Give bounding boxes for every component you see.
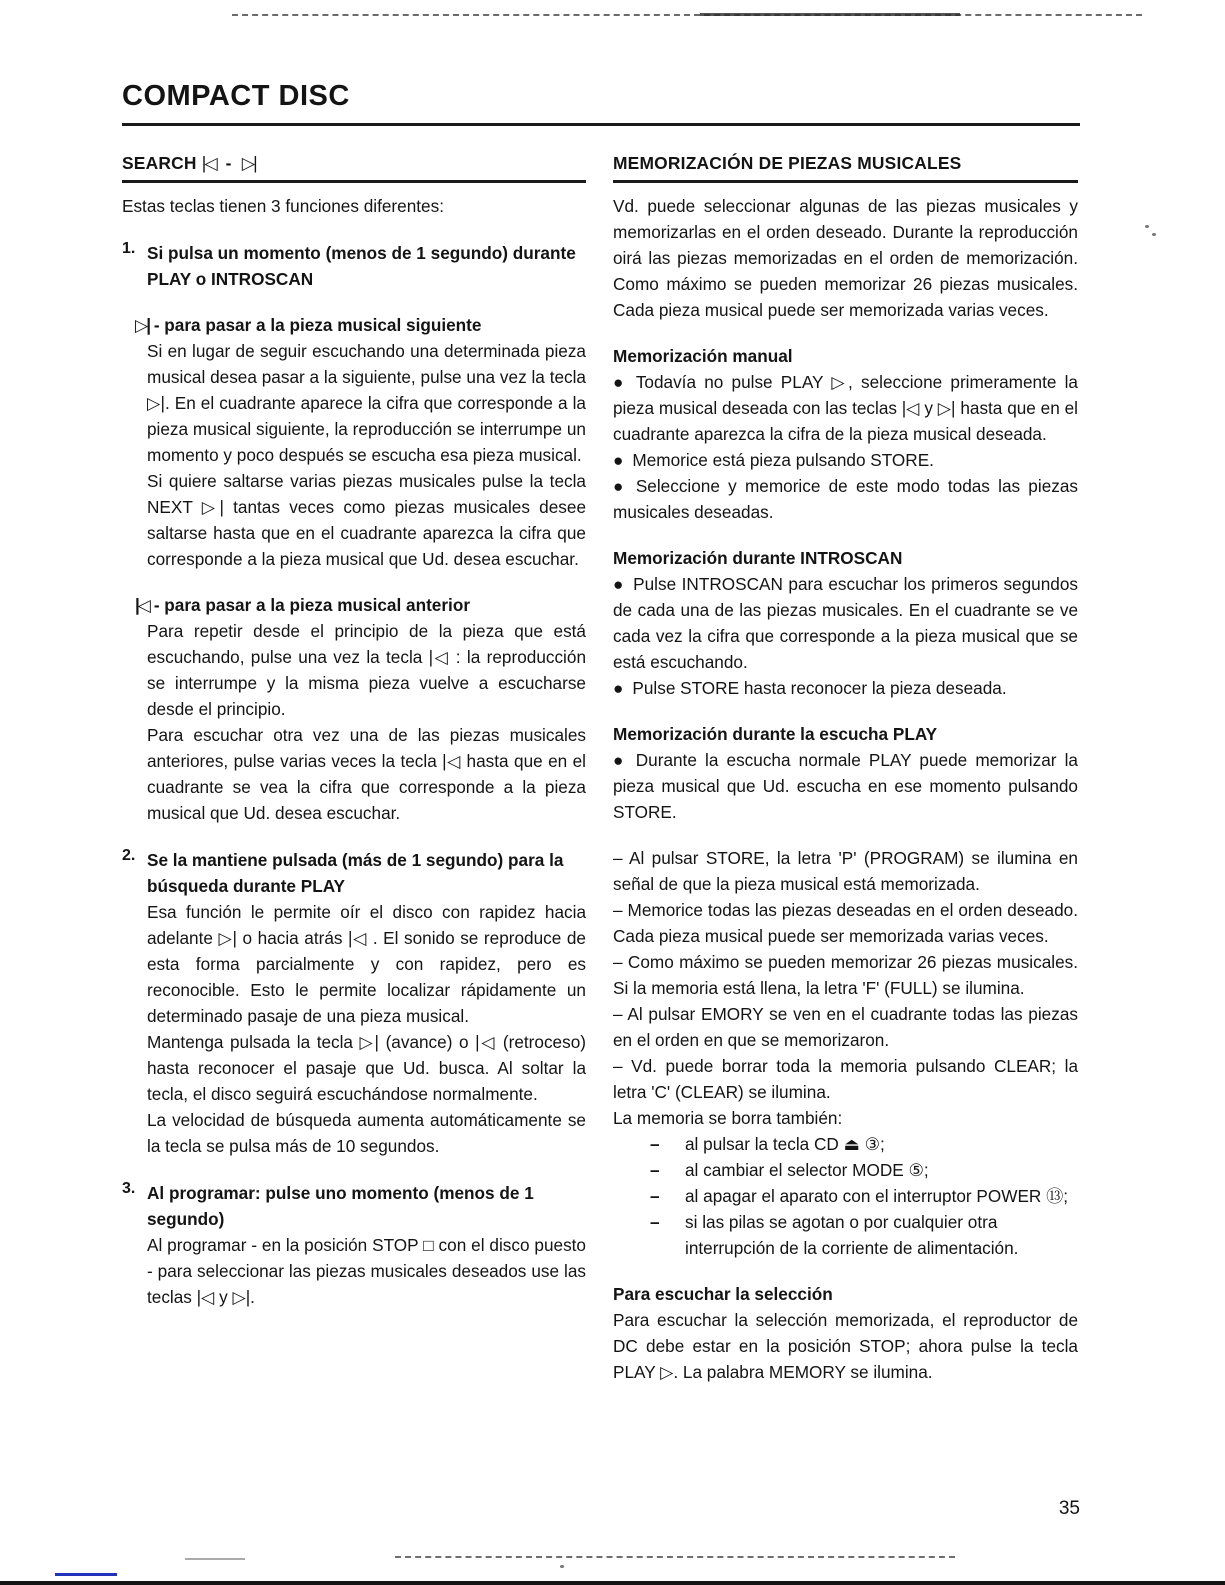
item-2-body xyxy=(147,899,586,1159)
search-intro-paragraph: Estas teclas tienen 3 funciones diferentes: xyxy=(122,196,444,216)
numbered-item-2 xyxy=(122,847,586,1159)
sub-heading-prev-text: - para pasar a la pieza musical anterior xyxy=(153,595,471,615)
next-track-icon: ▷| xyxy=(135,315,150,335)
memory-clear-item xyxy=(650,1157,1078,1183)
bullet-paragraph xyxy=(613,369,1078,447)
dash-icon: – xyxy=(650,1160,660,1180)
memory-clear-text: al pulsar la tecla CD ⏏ ③; xyxy=(685,1134,885,1154)
dash-icon: – xyxy=(650,1212,660,1232)
notes-block xyxy=(613,845,1078,1261)
bullet-text: Pulse INTROSCAN para escuchar los primeros segundos de cada una de las piezas musicales. En el cuadrante se ve cada vez la cifra que corresponde a la pieza musical que se está escuchando. xyxy=(613,574,1078,672)
item-1-heading-text: Si pulsa un momento (menos de 1 segundo) durante PLAY o INTROSCAN xyxy=(147,243,576,289)
block-memorizacion-play xyxy=(613,721,1078,825)
paragraph: Para escuchar otra vez una de las piezas musicales anteriores, pulse varias veces la tecla |◁ hasta que en el cuadrante se vea la cifra que corresponde a la pieza musical que Ud. desea escuchar. xyxy=(147,725,586,823)
item-2-number: 2. xyxy=(122,847,136,864)
dash-icon: – xyxy=(650,1186,660,1206)
section-heading-memorizacion xyxy=(613,153,1078,183)
paragraph: Para escuchar la selección memorizada, el reproductor de DC debe estar en la posición STOP; ahora pulse la tecla PLAY ▷. La palabra MEMORY se ilumina. xyxy=(613,1310,1078,1382)
numbered-item-3 xyxy=(122,1180,586,1310)
bullet-paragraph xyxy=(613,447,1078,473)
sub-block-next-track xyxy=(135,312,586,572)
item-1-number: 1. xyxy=(122,240,136,257)
block-heading: Para escuchar la selección xyxy=(613,1284,833,1304)
hyphen-separator: - xyxy=(225,153,232,173)
paragraph: Al programar - en la posición STOP □ con el disco puesto - para seleccionar las piezas musicales deseados use las teclas |◁ y ▷|. xyxy=(147,1235,586,1307)
page-number: 35 xyxy=(1058,1498,1080,1519)
note-paragraph: – Como máximo se pueden memorizar 26 piezas musicales. Si la memoria está llena, la letra 'F' (FULL) se ilumina. xyxy=(613,952,1078,998)
bullet-icon: ● xyxy=(613,476,627,496)
scan-artifact-top-segment xyxy=(700,13,960,16)
item-3-number: 3. xyxy=(122,1180,136,1197)
bullet-text: Seleccione y memorice de este modo todas las piezas musicales deseadas. xyxy=(613,476,1078,522)
block-heading: Memorización durante INTROSCAN xyxy=(613,548,903,568)
bullet-icon: ● xyxy=(613,450,624,470)
block-memorizacion-manual xyxy=(613,343,1078,525)
block-heading: Memorización durante la escucha PLAY xyxy=(613,724,938,744)
previous-track-icon: |◁ xyxy=(135,595,150,615)
scan-artifact-bottom-line xyxy=(395,1556,955,1558)
left-column xyxy=(122,153,586,1310)
next-track-icon: ▷| xyxy=(241,153,256,173)
bullet-paragraph xyxy=(613,675,1078,701)
item-1-heading xyxy=(122,240,586,292)
item-3-heading xyxy=(122,1180,586,1232)
previous-track-icon: |◁ xyxy=(201,153,216,173)
block-heading: Memorización manual xyxy=(613,346,793,366)
item-2-heading xyxy=(122,847,586,899)
item-3-heading-text: Al programar: pulse uno momento (menos de 1 segundo) xyxy=(147,1183,534,1229)
scan-speck xyxy=(560,1565,564,1568)
dash-icon: – xyxy=(650,1134,660,1154)
bullet-text: Todavía no pulse PLAY ▷, seleccione primeramente la pieza musical deseada con las teclas |◁ y ▷| hasta que en el cuadrante aparezca la cifra de la pieza musical deseada. xyxy=(613,372,1078,444)
scan-artifact-bottom-segment xyxy=(185,1558,245,1560)
memorizacion-heading-label: MEMORIZACIÓN DE PIEZAS MUSICALES xyxy=(613,153,962,173)
bullet-paragraph xyxy=(613,571,1078,675)
bullet-text: Durante la escucha normale PLAY puede memorizar la pieza musical que Ud. escucha en ese momento pulsando STORE. xyxy=(613,750,1078,822)
sub-heading-prev xyxy=(135,592,586,618)
page-title: COMPACT DISC xyxy=(122,80,350,112)
paragraph: Mantenga pulsada la tecla ▷| (avance) o |◁ (retroceso) hasta reconocer el pasaje que Ud. busca. Al soltar la tecla, el disco seguirá escuchándose normalmente. xyxy=(147,1032,586,1104)
bullet-icon: ● xyxy=(613,678,624,698)
note-paragraph: La memoria se borra también: xyxy=(613,1108,843,1128)
paragraph: Para repetir desde el principio de la pieza que está escuchando, pulse una vez la tecla |◁ : la reproducción se interrumpe y la misma pieza vuelve a escucharse desde el principio. xyxy=(147,621,586,719)
note-paragraph: – Memorice todas las piezas deseadas en el orden deseado. Cada pieza musical puede ser memorizada varias veces. xyxy=(613,900,1078,946)
block-escuchar-seleccion xyxy=(613,1281,1078,1385)
numbered-item-1 xyxy=(122,240,586,826)
bullet-icon: ● xyxy=(613,750,627,770)
bullet-text: Memorice está pieza pulsando STORE. xyxy=(632,450,934,470)
memory-clear-item xyxy=(650,1131,1078,1157)
scan-speck xyxy=(1145,225,1149,228)
scan-page-bottom-edge xyxy=(0,1581,1225,1585)
note-paragraph: – Al pulsar EMORY se ven en el cuadrante todas las piezas en el orden en que se memorizaron. xyxy=(613,1004,1078,1050)
memory-clear-text: al apagar el aparato con el interruptor POWER ⑬; xyxy=(685,1186,1069,1206)
paragraph: Si en lugar de seguir escuchando una determinada pieza musical desea pasar a la siguiente, pulse una vez la tecla ▷|. En el cuadrante aparece la cifra que corresponde a la pieza musical siguiente, la reproducción se interrumpe un momento y poco después se escucha esa pieza musical. xyxy=(147,341,586,465)
scan-speck xyxy=(1152,233,1156,236)
paragraph: Si quiere saltarse varias piezas musicales pulse la tecla NEXT ▷| tantas veces como piezas musicales desee saltarse hasta que en el cuadrante aparezca la cifra que corresponde a la pieza musical que Ud. desea escuchar. xyxy=(147,471,586,569)
bullet-paragraph xyxy=(613,747,1078,825)
sub-block-prev-track xyxy=(135,592,586,826)
note-paragraph: – Al pulsar STORE, la letra 'P' (PROGRAM) se ilumina en señal de que la pieza musical está memorizada. xyxy=(613,848,1078,894)
paragraph: La velocidad de búsqueda aumenta automáticamente se la tecla se pulsa más de 10 segundos. xyxy=(147,1110,586,1156)
item-2-heading-text: Se la mantiene pulsada (más de 1 segundo) para la búsqueda durante PLAY xyxy=(147,850,564,896)
section-heading-search xyxy=(122,153,586,183)
note-paragraph: – Vd. puede borrar toda la memoria pulsando CLEAR; la letra 'C' (CLEAR) se ilumina. xyxy=(613,1056,1078,1102)
paragraph: Esa función le permite oír el disco con rapidez hacia adelante ▷| o hacia atrás |◁ . El sonido se reproduce de esta forma parcialmente y con rapidez, pero es reconocible. Esto le permite localizar rápidamente un determinado pasaje de una pieza musical. xyxy=(147,902,586,1026)
scan-artifact-top-line xyxy=(232,14,1142,16)
sub-heading-next-text: - para pasar a la pieza musical siguiente xyxy=(153,315,482,335)
scan-artifact-blue-mark xyxy=(55,1573,117,1576)
bullet-icon: ● xyxy=(613,372,627,392)
block-memorizacion-introscan xyxy=(613,545,1078,701)
item-1-body xyxy=(135,312,586,826)
memorizacion-intro-paragraph: Vd. puede seleccionar algunas de las piezas musicales y memorizarlas en el orden deseado. Durante la reproducción oirá las piezas memorizadas en el orden de memorización. Como máximo se pueden memorizar 26 piezas musicales. Cada pieza musical puede ser memorizada varias veces. xyxy=(613,196,1078,320)
bullet-paragraph xyxy=(613,473,1078,525)
right-column xyxy=(613,153,1078,1385)
memory-clear-item xyxy=(650,1209,1078,1261)
memory-clear-text: al cambiar el selector MODE ⑤; xyxy=(685,1160,929,1180)
sub-heading-next xyxy=(135,312,586,338)
memory-clear-item xyxy=(650,1183,1078,1209)
search-heading-label: SEARCH xyxy=(122,153,197,173)
page-title-block xyxy=(122,80,1080,126)
bullet-icon: ● xyxy=(613,574,625,594)
bullet-text: Pulse STORE hasta reconocer la pieza deseada. xyxy=(632,678,1007,698)
memory-clear-text: si las pilas se agotan o por cualquier otra interrupción de la corriente de alimentación. xyxy=(685,1212,1019,1258)
item-3-body xyxy=(147,1232,586,1310)
